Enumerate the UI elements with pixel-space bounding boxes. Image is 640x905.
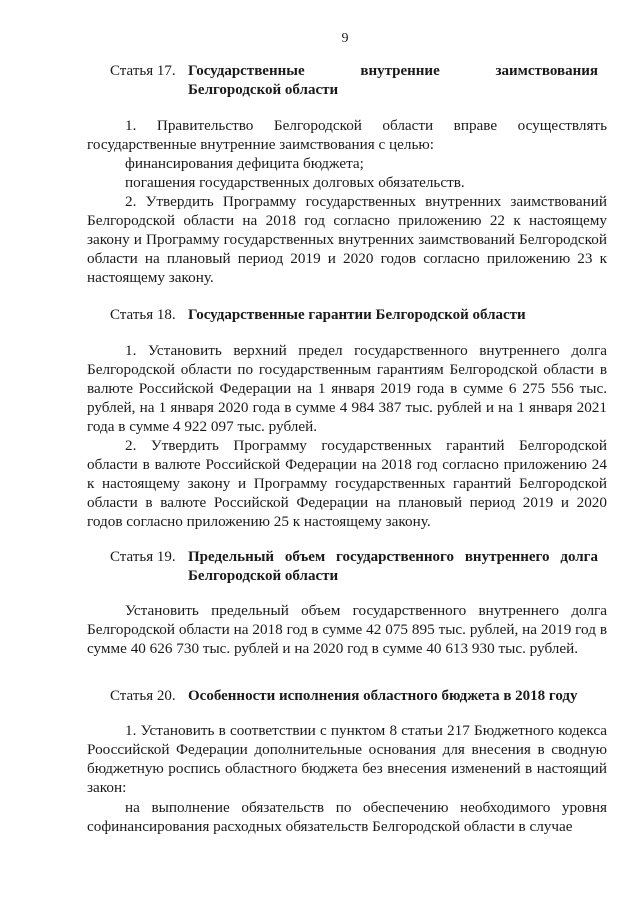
article-17-list-item-1: финансирования дефицита бюджета; <box>125 155 364 172</box>
article-18-paragraph-2: 2. Утвердить Программу государственных гарантий Белгородской области в валюте Российской Федерации на 2018 год согласно приложению 24 к настоящему закону и Программу государственных гарантий Белгородской области в валюте Российской Федерации на плановый период 2019 и 2020 годов согласно приложению 25 к настоящему закону. <box>87 437 607 530</box>
article-18-paragraph-1: 1. Установить верхний предел государственного внутреннего долга Белгородской области по государственным гарантиям Белгородской области в валюте Российской Федерации на 1 января 2019 года в сумме 6 275 556 тыс. рублей, на 1 января 2020 года в сумме 4 984 387 тыс. рублей и на 1 января 2021 года в сумме 4 922 097 тыс. рублей. <box>87 342 607 435</box>
article-title <box>188 548 598 586</box>
article-label: Статья 18. <box>110 307 176 323</box>
article-20-paragraph-2: на выполнение обязательств по обеспечению необходимого уровня софинансирования расходных обязательств Белгородской области в случае <box>87 799 607 835</box>
article-label: Статья 19. <box>110 549 176 565</box>
article-label: Статья 17. <box>110 63 176 79</box>
article-20-paragraph-1: 1. Установить в соответствии с пунктом 8 статьи 217 Бюджетного кодекса Роосcийской Федерации дополнительные основания для внесения в сводную бюджетную роспись областного бюджета без внесения изменений в настоящий закон: <box>87 722 607 796</box>
article-title-line-2: Белгородской области <box>188 568 339 584</box>
article-title <box>188 306 598 325</box>
article-label: Статья 20. <box>110 688 176 704</box>
article-17-list-item-2: погашения государственных долговых обязательств. <box>125 174 465 191</box>
page-number: 9 <box>341 31 349 46</box>
article-17-paragraph-2: 2. Утвердить Программу государственных внутренних заимствований Белгородской области на 2018 год согласно приложению 22 к настоящему закону и Программу государственных внутренних заимствований Белгородской области на плановый период 2019 и 2020 годов согласно приложению 23 к настоящему закону. <box>87 193 607 286</box>
article-title-line-1: Особенности исполнения областного бюджета в 2018 году <box>188 688 578 704</box>
article-title-line-1: Государственные внутренние заимствования <box>188 63 598 79</box>
article-17-paragraph-1: 1. Правительство Белгородской области вправе осуществлять государственные внутренние заимствования с целью: <box>87 117 607 153</box>
article-title-line-1: Предельный объем государственного внутреннего долга <box>188 549 598 565</box>
article-title <box>188 687 598 706</box>
article-title-line-1: Государственные гарантии Белгородской области <box>188 307 526 323</box>
article-title-line-2: Белгородской области <box>188 82 339 98</box>
article-title <box>188 62 598 100</box>
article-19-paragraph-1: Установить предельный объем государственного внутреннего долга Белгородской области на 2018 год в сумме 42 075 895 тыс. рублей, на 2019 год в сумме 40 626 730 тыс. рублей и на 2020 год в сумме 40 613 930 тыс. рублей. <box>87 602 607 657</box>
